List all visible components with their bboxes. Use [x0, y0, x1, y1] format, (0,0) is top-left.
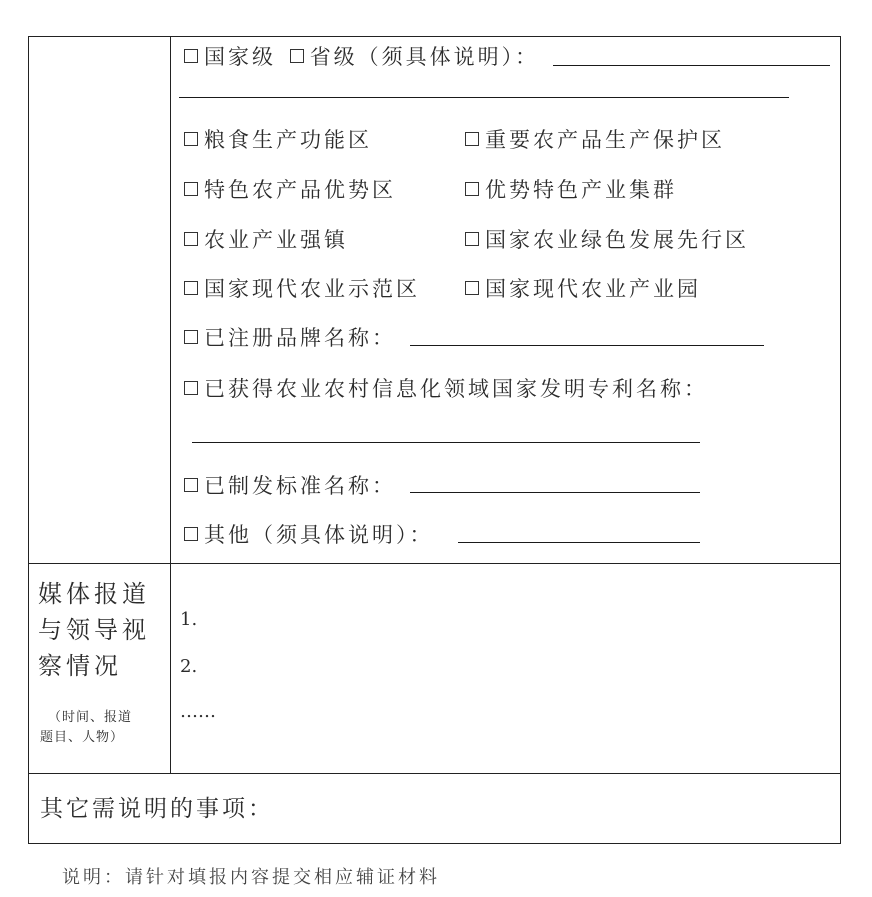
- other-matters-label: 其它需说明的事项：: [40, 796, 274, 822]
- provincial-fill-line[interactable]: [553, 65, 830, 66]
- table-bottom-border: [28, 843, 841, 844]
- media-item-1[interactable]: 1.: [180, 609, 198, 630]
- checkbox-icon[interactable]: [184, 281, 198, 295]
- national-level-option[interactable]: 国家级: [184, 45, 276, 69]
- checkbox-icon[interactable]: [465, 132, 479, 146]
- checkbox-icon[interactable]: [184, 330, 198, 344]
- checkbox-icon[interactable]: [184, 478, 198, 492]
- checkbox-icon[interactable]: [465, 182, 479, 196]
- option-green-pilot-zone[interactable]: 国家农业绿色发展先行区: [465, 224, 749, 254]
- brand-fill-line[interactable]: [410, 345, 764, 346]
- standard-fill-line[interactable]: [410, 492, 700, 493]
- option-protection-zone[interactable]: 重要农产品生产保护区: [465, 124, 725, 154]
- checkbox-icon[interactable]: [184, 132, 198, 146]
- column-divider: [170, 36, 171, 774]
- media-label-line-3: 察情况: [38, 652, 122, 680]
- option-industry-cluster[interactable]: 优势特色产业集群: [465, 174, 677, 204]
- table-top-border: [28, 36, 841, 37]
- footnote: 说明：请针对填报内容提交相应辅证材料: [62, 867, 440, 888]
- checkbox-icon[interactable]: [184, 49, 198, 63]
- media-label: [38, 576, 150, 684]
- provincial-level-option[interactable]: 省级（须具体说明）：: [290, 45, 540, 69]
- table-left-border: [28, 36, 29, 844]
- other-fill-line[interactable]: [458, 542, 700, 543]
- option-registered-brand[interactable]: 已注册品牌名称：: [184, 322, 396, 352]
- checkbox-icon[interactable]: [184, 527, 198, 541]
- checkbox-icon[interactable]: [184, 381, 198, 395]
- media-item-2[interactable]: 2.: [180, 656, 198, 677]
- checkbox-icon[interactable]: [184, 182, 198, 196]
- checkbox-icon[interactable]: [465, 232, 479, 246]
- provincial-fill-line-2[interactable]: [179, 97, 789, 98]
- option-grain-zone[interactable]: 粮食生产功能区: [184, 124, 372, 154]
- checkbox-icon[interactable]: [290, 49, 304, 63]
- patent-fill-line[interactable]: [192, 442, 700, 443]
- media-item-more[interactable]: ……: [180, 701, 216, 722]
- media-note-line-1: （时间、报道: [48, 710, 133, 725]
- media-note-line-2: 题目、人物）: [40, 730, 125, 745]
- media-row-top-border: [28, 563, 841, 564]
- option-other[interactable]: 其他（须具体说明）：: [184, 519, 434, 549]
- media-label-line-1: 媒体报道: [38, 580, 150, 608]
- option-agri-town[interactable]: 农业产业强镇: [184, 224, 348, 254]
- checkbox-icon[interactable]: [184, 232, 198, 246]
- table-right-border: [840, 36, 841, 844]
- option-modern-industry-park[interactable]: 国家现代农业产业园: [465, 273, 701, 303]
- other-row-top-border: [28, 773, 841, 774]
- option-modern-demo-zone[interactable]: 国家现代农业示范区: [184, 273, 420, 303]
- checkbox-icon[interactable]: [465, 281, 479, 295]
- option-patent[interactable]: 已获得农业农村信息化领域国家发明专利名称：: [184, 373, 708, 403]
- media-note: [40, 708, 132, 748]
- media-label-line-2: 与领导视: [38, 616, 150, 644]
- option-specialty-zone[interactable]: 特色农产品优势区: [184, 174, 396, 204]
- level-row: [184, 41, 539, 71]
- option-standard[interactable]: 已制发标准名称：: [184, 470, 396, 500]
